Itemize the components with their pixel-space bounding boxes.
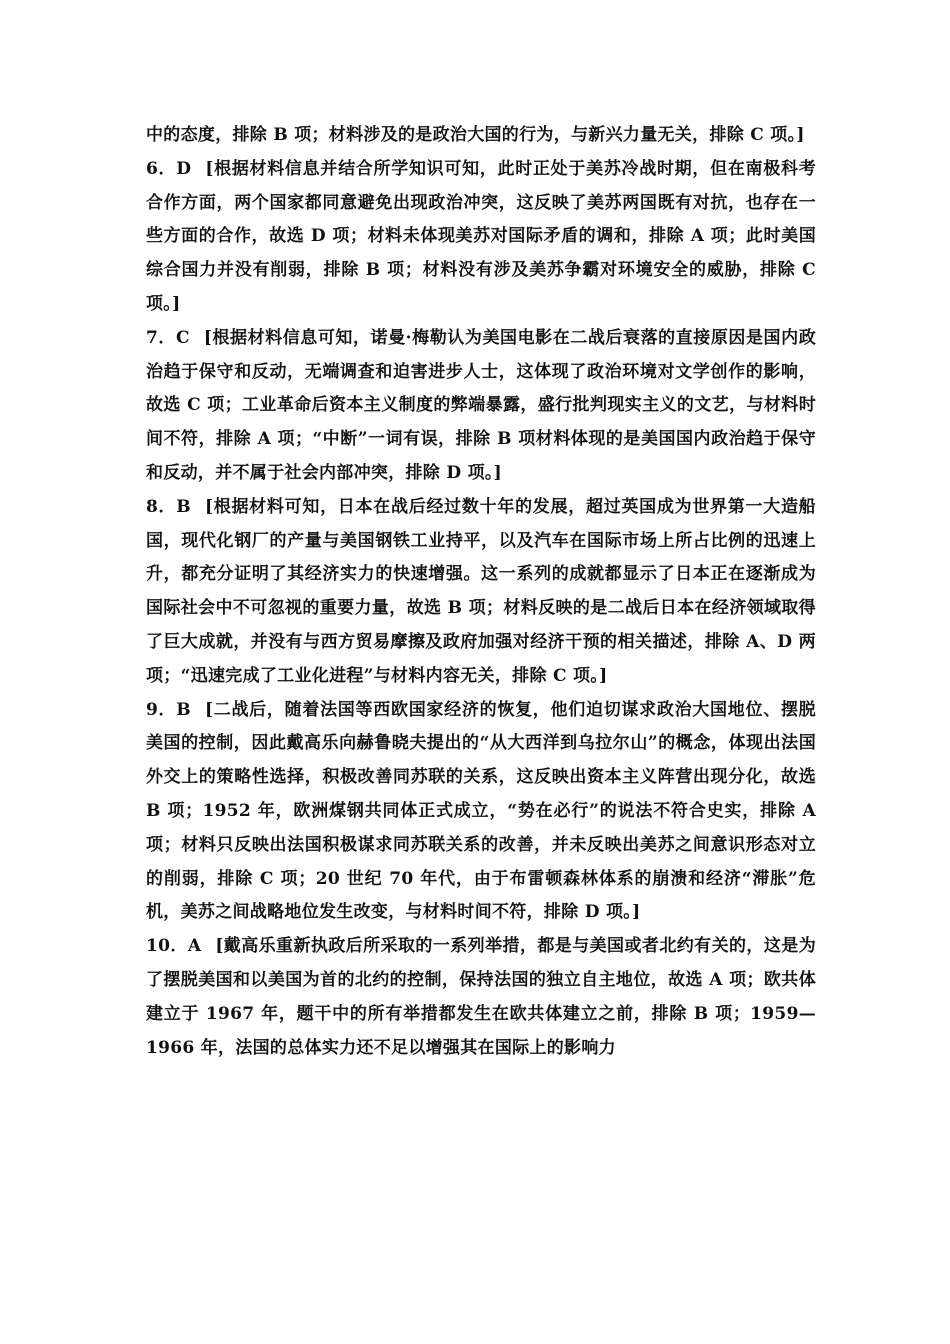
question-number: 9．B xyxy=(146,699,191,720)
explanation-text: [根据材料信息可知，诺曼·梅勒认为美国电影在二战后衰落的直接原因是国内政治趋于保守和反动，无端调查和迫害进步人士，这体现了政治环境对文学创作的影响，故选 C 项；工业革命后资本主义制度的弊端暴露，盛行批判现实主义的文艺，与材料时间不符，排除 A 项；“中断”一词有误，排除 B 项材料体现的是美国国内政治趋于保守和反动，并不属于社会内部冲突，排除 D 项。] xyxy=(146,327,816,483)
explanation-text: [根据材料信息并结合所学知识可知，此时正处于美苏冷战时期，但在南极科考合作方面，两个国家都同意避免出现政治冲突，这反映了美苏两国既有对抗，也存在一些方面的合作，故选 D 项；材料未体现美苏对国际矛盾的调和，排除 A 项；此时美国综合国力并没有削弱，排除 B 项；材料没有涉及美苏争霸对环境安全的威胁，排除 C 项。] xyxy=(146,158,816,314)
answer-explanations xyxy=(146,119,816,1065)
question-number: 10．A xyxy=(146,936,202,957)
question-number: 7．C xyxy=(146,327,190,348)
explanation-text: [二战后，随着法国等西欧国家经济的恢复，他们迫切谋求政治大国地位、摆脱美国的控制，因此戴高乐向赫鲁晓夫提出的“从大西洋到乌拉尔山”的概念，体现出法国外交上的策略性选择，积极改善同苏联的关系，这反映出资本主义阵营出现分化，故选 B 项；1952 年，欧洲煤钢共同体正式成立，“势在必行”的说法不符合史实，排除 A 项；材料只反映出法国积极谋求同苏联关系的改善，并未反映出美苏之间意识形态对立的削弱，排除 C 项；20 世纪 70 年代，由于布雷顿森林体系的崩溃和经济“滞胀”危机，美苏之间战略地位发生改变，与材料时间不符，排除 D 项。] xyxy=(146,699,816,923)
answer-9 xyxy=(146,694,816,931)
question-number: 8．B xyxy=(146,496,191,517)
answer-8 xyxy=(146,491,816,694)
answer-7 xyxy=(146,322,816,491)
answer-10 xyxy=(146,930,816,1065)
explanation-text: [根据材料可知，日本在战后经过数十年的发展，超过英国成为世界第一大造船国，现代化钢厂的产量与美国钢铁工业持平，以及汽车在国际市场上所占比例的迅速上升，都充分证明了其经济实力的快速增强。这一系列的成就都显示了日本正在逐渐成为国际社会中不可忽视的重要力量，故选 B 项；材料反映的是二战后日本在经济领域取得了巨大成就，并没有与西方贸易摩擦及政府加强对经济干预的相关描述，排除 A、D 两项；“迅速完成了工业化进程”与材料内容无关，排除 C 项。] xyxy=(146,496,816,686)
continuation-paragraph: 中的态度，排除 B 项；材料涉及的是政治大国的行为，与新兴力量无关，排除 C 项。] xyxy=(146,125,805,145)
question-number: 6．D xyxy=(146,158,192,179)
answer-6 xyxy=(146,153,816,322)
explanation-text: [戴高乐重新执政后所采取的一系列举措，都是与美国或者北约有关的，这是为了摆脱美国和以美国为首的北约的控制，保持法国的独立自主地位，故选 A 项；欧共体建立于 1967 年，题干中的所有举措都发生在欧共体建立之前，排除 B 项；1959—1966 年，法国的总体实力还不足以增强其在国际上的影响力 xyxy=(146,936,817,1058)
